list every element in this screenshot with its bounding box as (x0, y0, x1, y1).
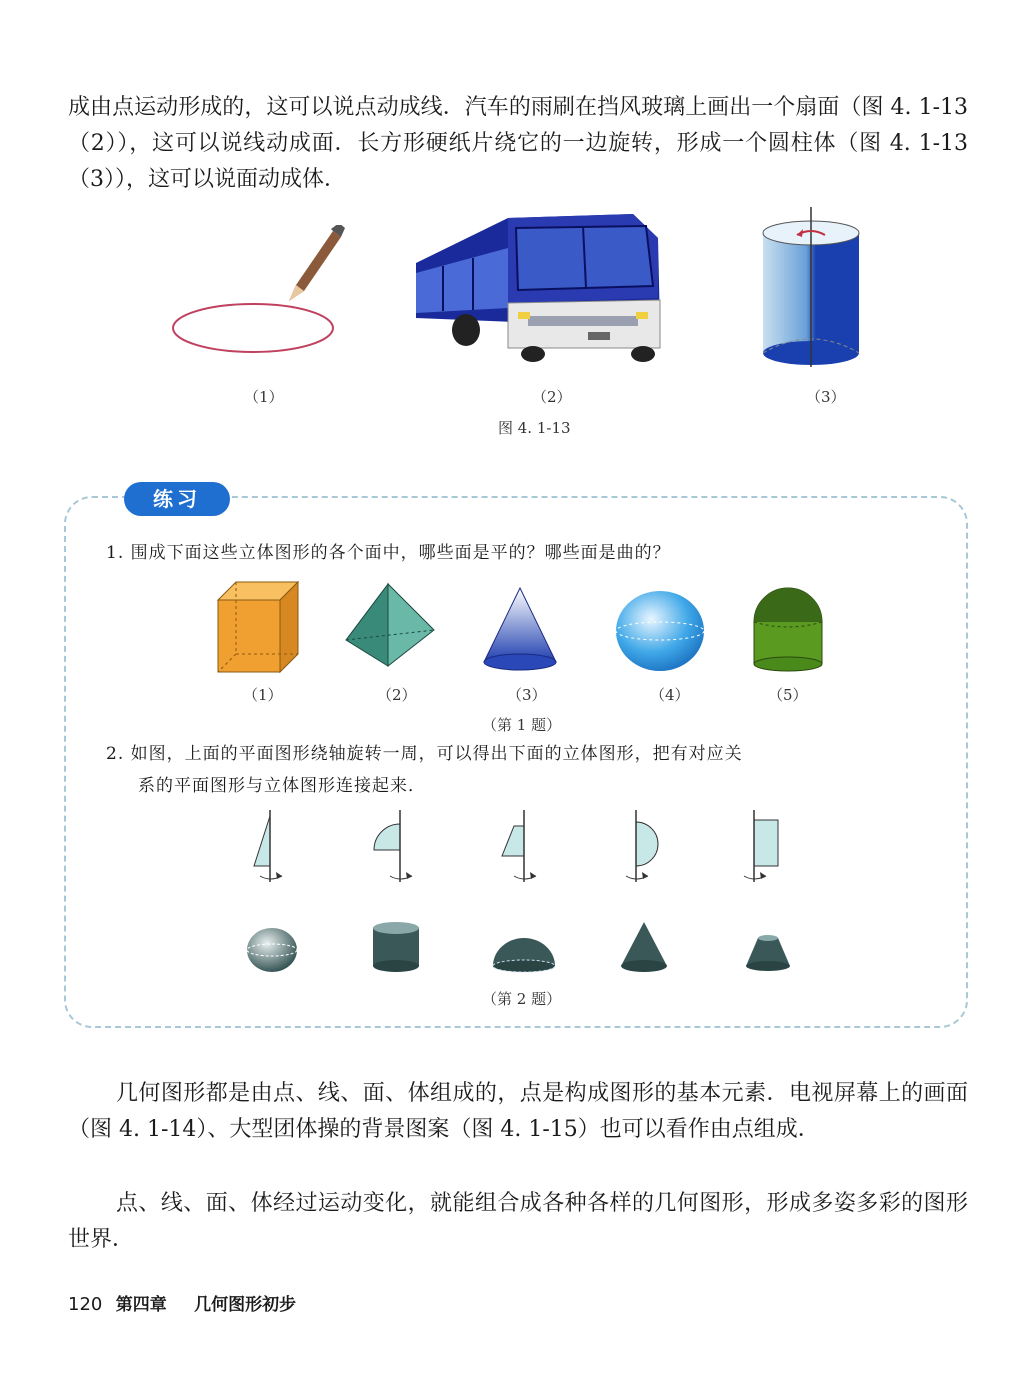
plane-shape-triangle (248, 808, 298, 888)
q1-label-5: （5） (768, 686, 808, 704)
question-2-line-1: 2. 如图，上面的平面图形绕轴旋转一周，可以得出下面的立体图形，把有对应关 (106, 744, 743, 764)
pyramid-figure (344, 580, 438, 672)
q2-caption: （第 2 题） (482, 990, 562, 1008)
exercise-badge: 练习 (124, 482, 230, 516)
figure-label-3: （3） (806, 388, 846, 406)
figure-caption: 图 4. 1-13 (498, 419, 571, 437)
q1-label-3: （3） (507, 686, 547, 704)
page-number: 120 (68, 1294, 103, 1315)
q1-caption: （第 1 题） (482, 716, 562, 734)
chapter-name: 第四章 (115, 1295, 167, 1315)
question-1: 1. 围成下面这些立体图形的各个面中，哪些面是平的？哪些面是曲的？ (106, 543, 671, 563)
page-footer (68, 1290, 296, 1315)
cuboid-figure (212, 578, 302, 676)
sphere-figure (612, 588, 708, 674)
plane-shape-rectangle (738, 808, 788, 888)
plane-shape-semicircle (620, 808, 670, 888)
solid-cone (618, 918, 670, 976)
intro-paragraph: 成由点运动形成的，这可以说点动成线．汽车的雨刷在挡风玻璃上画出一个扇面（图 4. 1-13（2）），这可以说线动成面．长方形硬纸片绕它的一边旋转，形成一个圆柱体（图 4. 1-13（3）），这可以说面动成体． (68, 95, 968, 192)
cylinder-illustration (755, 205, 870, 370)
bus-illustration (408, 208, 663, 363)
dome-cylinder-figure (750, 586, 826, 674)
solid-hemisphere (490, 930, 558, 974)
solid-frustum (742, 932, 794, 976)
solid-cylinder (370, 920, 422, 974)
body-paragraph-2: 点、线、面、体经过运动变化，就能组合成各种各样的几何图形，形成多姿多彩的图形世界． (68, 1191, 968, 1252)
solid-sphere (244, 926, 300, 974)
q1-label-4: （4） (650, 686, 690, 704)
cone-figure (482, 586, 558, 672)
q1-label-2: （2） (377, 686, 417, 704)
q1-label-1: （1） (243, 686, 283, 704)
question-2-line-2: 系的平面图形与立体图形连接起来． (138, 776, 426, 796)
pencil-ellipse-illustration (165, 225, 345, 360)
chapter-title: 几何图形初步 (194, 1295, 297, 1315)
figure-label-1: （1） (244, 388, 284, 406)
plane-shape-quarter-circle (368, 808, 418, 888)
figure-label-2: （2） (532, 388, 572, 406)
body-paragraph-1: 几何图形都是由点、线、面、体组成的，点是构成图形的基本元素．电视屏幕上的画面（图 4. 1-14）、大型团体操的背景图案（图 4. 1-15）也可以看作由点组成． (68, 1081, 968, 1142)
plane-shape-trapezoid (496, 808, 546, 888)
